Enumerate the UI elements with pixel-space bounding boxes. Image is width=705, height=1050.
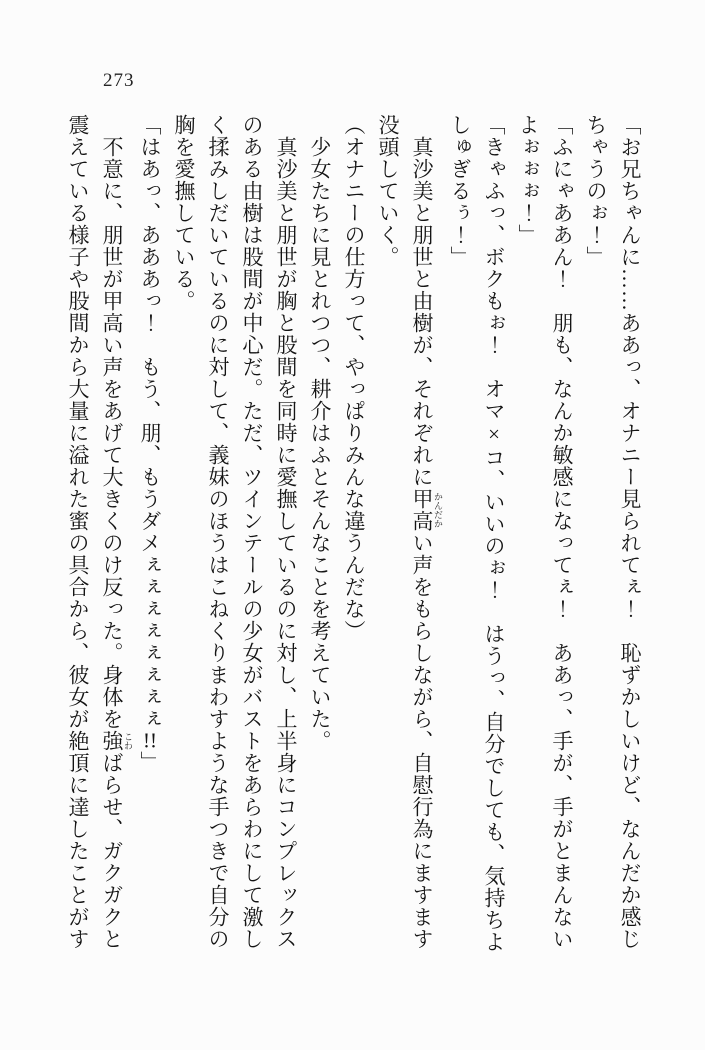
body-text [61, 114, 647, 954]
paragraph: 「ふにゃああん！ 朋も、なんか敏感になってぇ！ ああっ、手が、手がとまんないよぉぉぉ！」 [516, 114, 574, 950]
paragraph: 「はあっ、あああっ！ もう、朋、もうダメぇぇぇぇぇぇぇぇ!!」 [138, 114, 162, 773]
paragraph: 「きゃふっ、ボクもぉ！ オマ×コ、いいのぉ！ はうっ、自分でしても、気持ちよしゅぎるぅ！」 [448, 114, 506, 953]
paragraph: （オナニーの仕方って、やっぱりみんな違うんだな） [342, 114, 366, 642]
furigana: こわ [123, 730, 133, 752]
paragraph: 真沙美と朋世が胸と股間を同時に愛撫しているのに対し、上半身にコンプレックスのある由樹は股間が中心だ。ただ、ツインテールの少女がバストをあらわにして激しく揉みしだいているのに対して、義妹のほうはこねくりまわすような手つきで自分の胸を愛撫している。 [172, 114, 298, 950]
ruby-annotated-word: 強 こわ [100, 730, 133, 752]
paragraph: 不意に、朋世が甲高い声をあげて大きくのけ反った。身体を強 こわばらせ、ガクガクと震えている様子や股間から大量に溢れた蜜の具合から、彼女が絶頂に達したことがす [66, 114, 133, 950]
paragraph: 「お兄ちゃんに……ああっ、オナニー見られてぇ！ 恥ずかしいけど、なんだか感じちゃうのぉ！」 [584, 114, 642, 950]
paragraph: 少女たちに見とれつつ、耕介はふとそんなことを考えていた。 [308, 136, 332, 752]
ruby-annotated-word: 甲高 かんだか [410, 488, 443, 532]
paragraph: 真沙美と朋世と由樹が、それぞれに甲高 かんだかい声をもらしながら、自慰行為にますます没頭していく。 [376, 114, 443, 950]
page-number: 273 [103, 70, 135, 91]
double-exclamation: !! [143, 730, 157, 751]
furigana: かんだか [433, 488, 443, 532]
